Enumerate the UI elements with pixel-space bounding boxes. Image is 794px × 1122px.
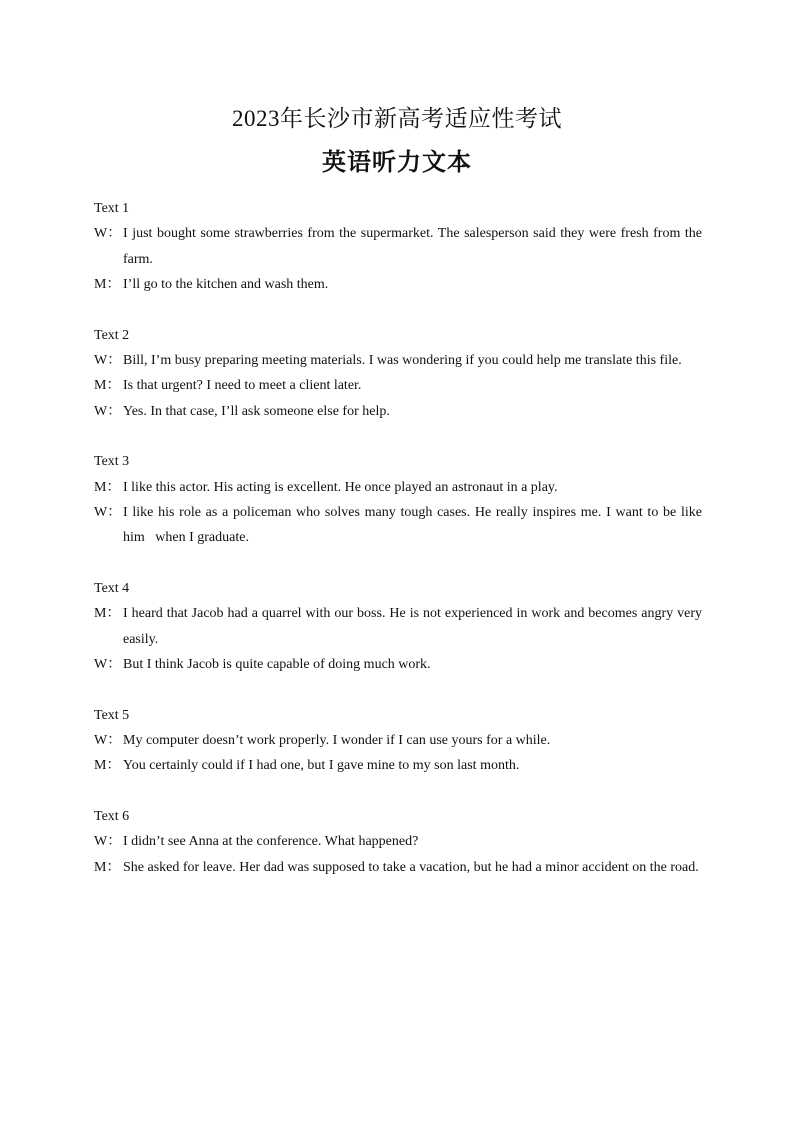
speaker-label: M： — [94, 378, 121, 394]
speaker-label: W： — [94, 733, 122, 749]
document-subtitle: 英语听力文本 — [322, 150, 472, 176]
speaker-label: M： — [94, 758, 121, 774]
dialogue-text: My computer doesn’t work properly. I wonder if I can use yours for a while. — [123, 733, 551, 749]
dialogue-text: I like this actor. His acting is excellent. He once played an astronaut in a play. — [123, 479, 558, 495]
dialogue-line — [94, 829, 702, 854]
speaker-label: M： — [94, 606, 121, 622]
dialogue-line — [94, 475, 702, 500]
section-label: Text 6 — [94, 809, 130, 825]
speaker-label: W： — [94, 656, 122, 672]
dialogue-line — [94, 348, 702, 373]
dialogue-line — [94, 221, 702, 272]
transcript-section-3 — [94, 449, 706, 550]
dialogue-line — [94, 652, 702, 677]
transcript-section-2 — [94, 323, 702, 424]
section-label: Text 4 — [94, 581, 130, 597]
dialogue-text: I heard that Jacob had a quarrel with our boss. He is not experienced in work and becomes angry very easily. — [123, 606, 702, 647]
speaker-label: W： — [94, 352, 122, 368]
section-label: Text 3 — [94, 454, 130, 470]
dialogue-text: I didn’t see Anna at the conference. What happened? — [123, 834, 419, 850]
transcript-section-4 — [94, 576, 702, 677]
dialogue-line — [94, 500, 706, 551]
transcript-section-1 — [94, 196, 702, 297]
dialogue-line — [94, 855, 702, 880]
dialogue-text: You certainly could if I had one, but I gave mine to my son last month. — [123, 758, 520, 774]
transcript-body — [94, 196, 706, 906]
dialogue-line — [94, 373, 702, 398]
dialogue-text: But I think Jacob is quite capable of doing much work. — [123, 656, 431, 672]
section-label: Text 1 — [94, 201, 130, 216]
speaker-label: W： — [94, 226, 122, 242]
section-label: Text 2 — [94, 327, 130, 343]
dialogue-line — [94, 399, 702, 424]
dialogue-line — [94, 601, 702, 652]
section-label: Text 5 — [94, 707, 130, 723]
dialogue-text: I like his role as a policeman who solves many tough cases. He really inspires me. I want to be like him when I graduate. — [123, 504, 706, 546]
dialogue-line — [94, 753, 702, 778]
speaker-label: W： — [94, 403, 122, 419]
dialogue-text: Bill, I’m busy preparing meeting materials. I was wondering if you could help me translate this file. — [123, 352, 682, 368]
speaker-label: M： — [94, 276, 121, 292]
dialogue-line — [94, 272, 702, 297]
speaker-label: W： — [94, 504, 122, 520]
dialogue-text: Is that urgent? I need to meet a client later. — [123, 378, 362, 394]
dialogue-line — [94, 728, 702, 753]
dialogue-text: She asked for leave. Her dad was supposed to take a vacation, but he had a minor accident on the road. — [123, 859, 699, 875]
dialogue-text: I just bought some strawberries from the supermarket. The salesperson said they were fresh from the farm. — [123, 226, 702, 267]
transcript-section-6 — [94, 804, 702, 880]
dialogue-text: I’ll go to the kitchen and wash them. — [123, 276, 329, 292]
speaker-label: M： — [94, 479, 121, 495]
speaker-label: M： — [94, 859, 121, 875]
document-title: 2023年长沙市新高考适应性考试 — [232, 106, 562, 131]
transcript-section-5 — [94, 703, 702, 779]
speaker-label: W： — [94, 834, 122, 850]
dialogue-text: Yes. In that case, I’ll ask someone else for help. — [123, 403, 390, 419]
